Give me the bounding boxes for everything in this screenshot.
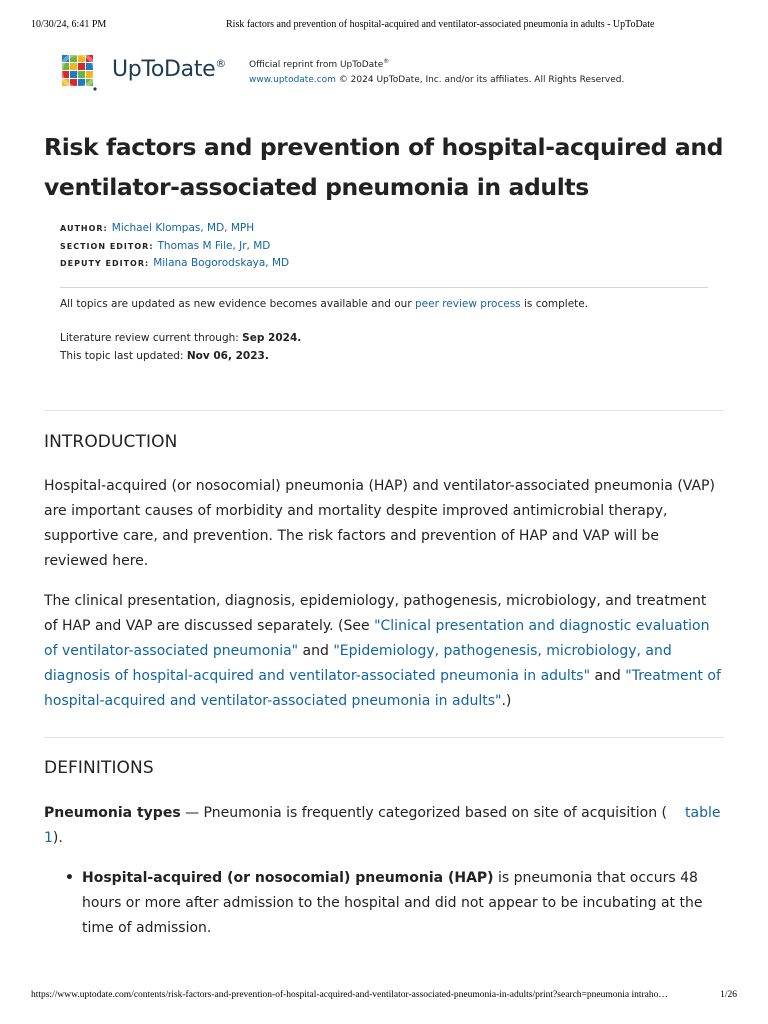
section-divider (44, 737, 724, 738)
print-header (31, 19, 737, 33)
uptodate-logo-icon (59, 52, 97, 92)
page-number: 1/26 (720, 990, 737, 1000)
reprint-registered-mark: ® (383, 58, 390, 65)
brand-header (59, 52, 699, 96)
last-updated-label: This topic last updated: (60, 349, 187, 362)
pneumonia-types-paragraph (44, 801, 724, 851)
pneumonia-types-end: ). (52, 830, 63, 846)
reprint-line: Official reprint from UpToDate (249, 60, 384, 70)
hap-term: Hospital-acquired (or nosocomial) pneumonia (HAP) (82, 870, 494, 886)
print-url: https://www.uptodate.com/contents/risk-factors-and-prevention-of-hospital-acquired-and-ventilator-associated-pneumonia-in-adults/print?search=pneumonia intraho… (31, 990, 668, 1000)
lit-review-value: Sep 2024. (242, 332, 302, 344)
list-item (65, 866, 722, 941)
article-title: Risk factors and prevention of hospital-acquired and ventilator-associated pneumonia in adults (44, 133, 724, 201)
print-datetime: 10/30/24, 6:41 PM (31, 19, 107, 30)
definitions-heading: DEFINITIONS (44, 758, 154, 778)
update-note-post: is complete. (520, 298, 589, 310)
print-page-title: Risk factors and prevention of hospital-acquired and ventilator-associated pneumonia in adults - UpToDate (226, 19, 655, 30)
update-note (60, 298, 588, 310)
introduction-heading: INTRODUCTION (44, 432, 178, 452)
section-divider (44, 410, 724, 411)
author-block (60, 220, 289, 273)
brand-registered-mark: ® (215, 57, 227, 70)
update-note-pre: All topics are updated as new evidence becomes available and our (60, 298, 415, 310)
introduction-paragraph-2 (44, 589, 724, 714)
copyright-text: © 2024 UpToDate, Inc. and/or its affiliates. All Rights Reserved. (335, 75, 625, 85)
table-1-link[interactable]: table 1 (44, 805, 721, 846)
intro-p2-end: .) (501, 693, 512, 709)
reprint-notice (249, 58, 624, 87)
author-label: AUTHOR: (60, 224, 108, 233)
intro-p2-text: The clinical presentation, diagnosis, epidemiology, pathogenesis, microbiology, and treatment of HAP and VAP are discussed separately. (See (44, 593, 707, 634)
last-updated-value: Nov 06, 2023. (186, 349, 269, 362)
brand-name: UpToDate (112, 57, 216, 82)
print-footer (31, 990, 737, 1004)
site-link[interactable]: www.uptodate.com (249, 75, 336, 85)
section-editor-label: SECTION EDITOR: (60, 241, 154, 251)
brand-wordmark (112, 57, 226, 82)
hap-definition: is pneumonia that occurs 48 hours or more after admission to the hospital and did not appear to be incubating at the time of admission. (82, 870, 703, 936)
divider (60, 287, 708, 288)
author-link[interactable]: Michael Klompas, MD, MPH (111, 222, 255, 234)
section-editor-link[interactable]: Thomas M File, Jr, MD (157, 239, 271, 252)
bullet-dot: • (65, 870, 74, 886)
pneumonia-types-text: — Pneumonia is frequently categorized based on site of acquisition ( (180, 805, 667, 821)
introduction-paragraph-1: Hospital-acquired (or nosocomial) pneumonia (HAP) and ventilator-associated pneumonia (VAP) are important causes of morbidity and mortality despite improved antimicrobial therapy, supportive care, and prevention. The risk factors and prevention of HAP and VAP will be reviewed here. (44, 478, 715, 569)
review-dates (60, 330, 301, 365)
peer-review-link[interactable]: peer review process (414, 298, 521, 310)
treatment-link[interactable]: "Treatment of hospital-acquired and ventilator-associated pneumonia in adults" (44, 668, 721, 709)
lit-review-label: Literature review current through: (60, 332, 243, 344)
intro-p2-and-2: and (590, 668, 626, 684)
clinical-presentation-link[interactable]: "Clinical presentation and diagnostic evaluation of ventilator-associated pneumonia" (44, 618, 710, 659)
deputy-editor-link[interactable]: Milana Bogorodskaya, MD (153, 257, 290, 269)
pneumonia-types-label: Pneumonia types (44, 805, 181, 821)
intro-p2-and-1: and (298, 643, 334, 659)
deputy-editor-label: DEPUTY EDITOR: (60, 259, 150, 268)
epidemiology-link[interactable]: "Epidemiology, pathogenesis, microbiology, and diagnosis of hospital-acquired and ventilator-associated pneumonia in adults" (44, 643, 672, 684)
